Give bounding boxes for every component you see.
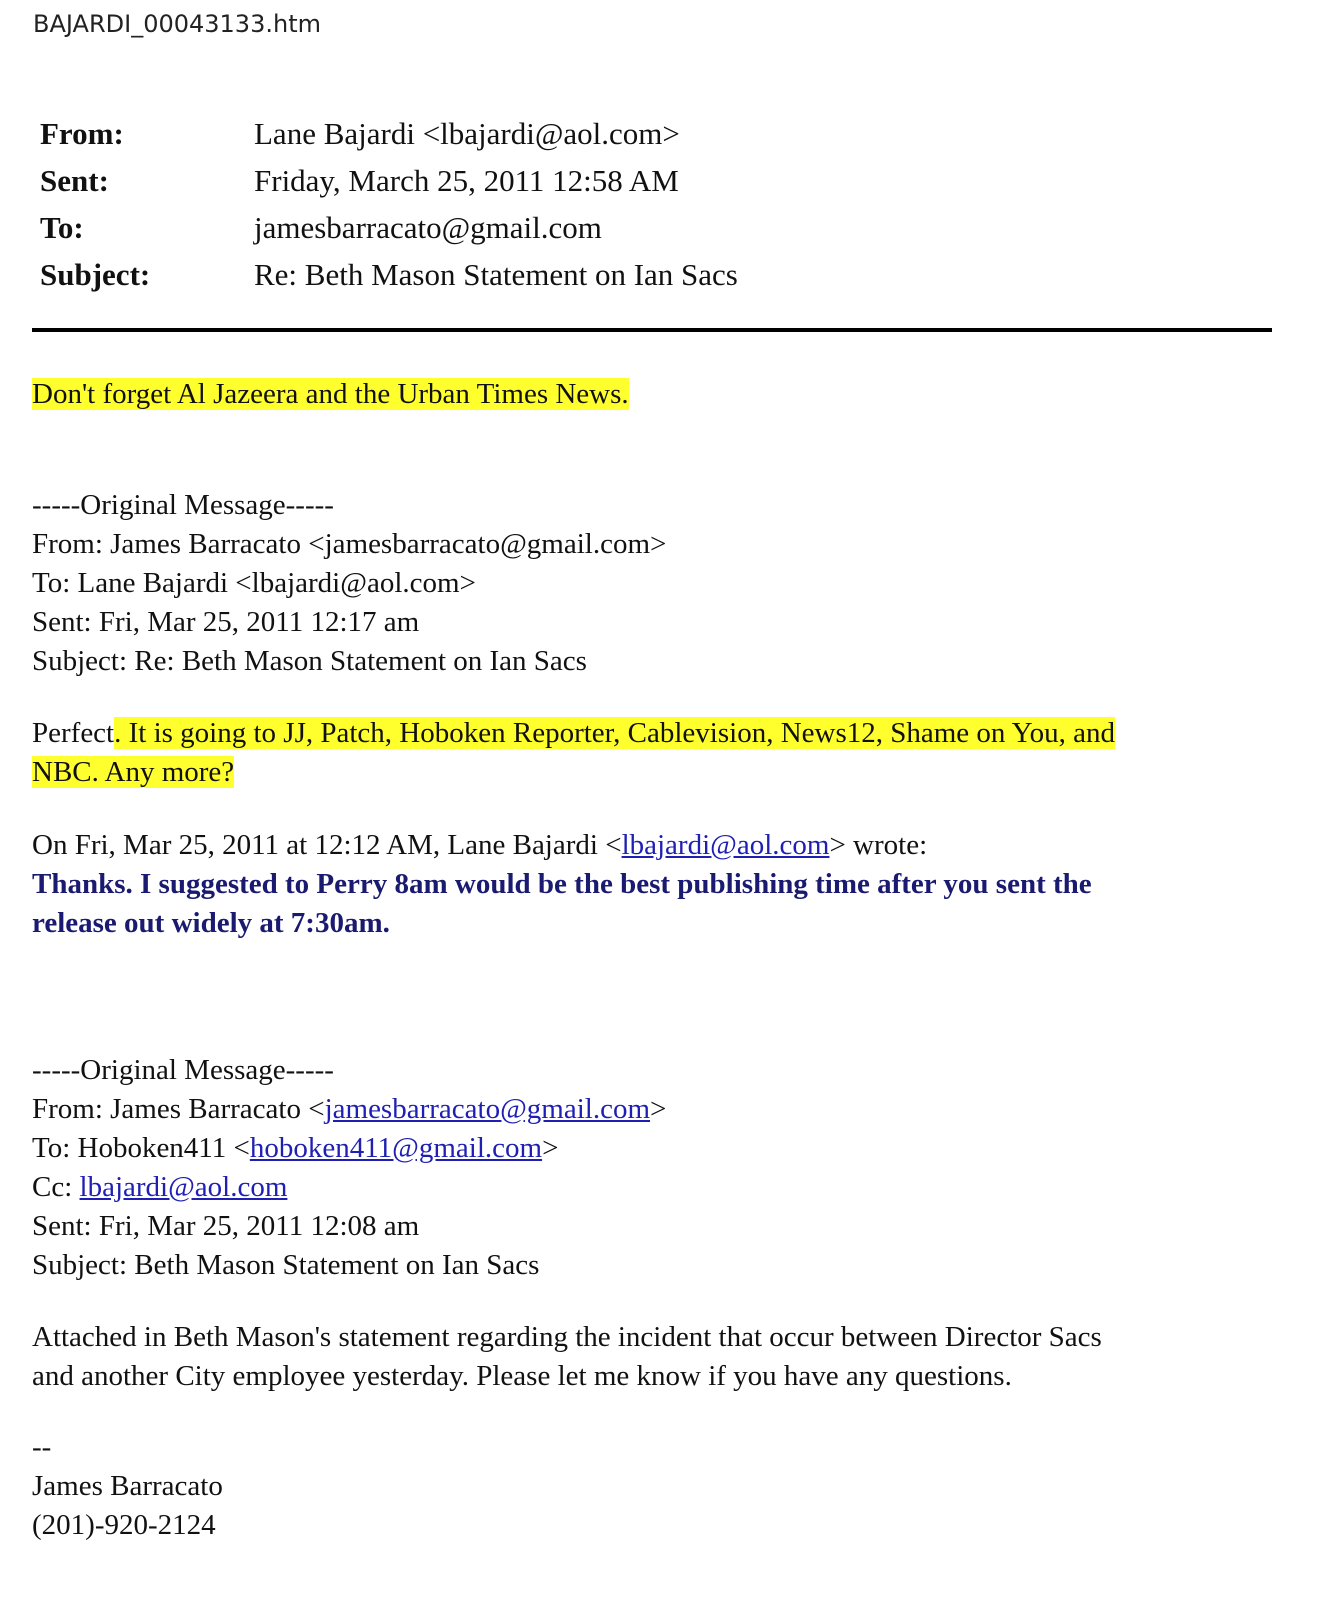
header-to-label: To: bbox=[40, 210, 84, 245]
original2-to-email-link[interactable]: hoboken411@gmail.com bbox=[249, 1132, 543, 1164]
original2-cc bbox=[32, 1168, 287, 1206]
original2-to bbox=[32, 1129, 558, 1167]
header-divider bbox=[32, 328, 1272, 332]
reply-line bbox=[32, 375, 629, 413]
original2-to-prefix: To: Hoboken411 < bbox=[32, 1132, 250, 1164]
quoted-email-link[interactable]: lbajardi@aol.com bbox=[621, 829, 830, 861]
header-sent-row bbox=[40, 161, 679, 201]
original2-from-suffix: > bbox=[650, 1093, 667, 1125]
header-sent-value: Friday, March 25, 2011 12:58 AM bbox=[254, 163, 679, 198]
reply-text: Don't forget Al Jazeera and the Urban Times News. bbox=[32, 378, 629, 410]
quoted-attribution bbox=[32, 826, 927, 864]
original2-sent: Sent: Fri, Mar 25, 2011 12:08 am bbox=[32, 1210, 420, 1242]
header-from-row bbox=[40, 114, 680, 154]
original1-divider: -----Original Message----- bbox=[32, 489, 334, 521]
signature-dashes: -- bbox=[32, 1431, 52, 1463]
original1-body-highlight2: NBC. Any more? bbox=[32, 756, 235, 788]
header-from-label: From: bbox=[40, 116, 124, 151]
header-to-row bbox=[40, 208, 602, 248]
original2-cc-email-link[interactable]: lbajardi@aol.com bbox=[79, 1171, 288, 1203]
original2-body-line2: and another City employee yesterday. Please let me know if you have any questions. bbox=[32, 1360, 1012, 1392]
original1-body-line1 bbox=[32, 714, 1115, 752]
original2-from-prefix: From: James Barracato < bbox=[32, 1093, 325, 1125]
original1-subject: Subject: Re: Beth Mason Statement on Ian Sacs bbox=[32, 645, 587, 677]
original2-cc-prefix: Cc: bbox=[32, 1171, 80, 1203]
original2-body-line1: Attached in Beth Mason's statement regarding the incident that occur between Director Sacs bbox=[32, 1321, 1102, 1353]
quoted-suffix: > wrote: bbox=[829, 829, 928, 861]
original1-to: To: Lane Bajardi <lbajardi@aol.com> bbox=[32, 567, 476, 599]
original2-from bbox=[32, 1090, 666, 1128]
header-subject-value: Re: Beth Mason Statement on Ian Sacs bbox=[254, 257, 738, 292]
quoted-body-line2: release out widely at 7:30am. bbox=[32, 907, 390, 939]
signature-name: James Barracato bbox=[32, 1470, 223, 1502]
header-subject-row bbox=[40, 255, 738, 295]
original1-body-line2 bbox=[32, 753, 234, 791]
signature-phone: (201)-920-2124 bbox=[32, 1509, 216, 1541]
original1-sent: Sent: Fri, Mar 25, 2011 12:17 am bbox=[32, 606, 420, 638]
quoted-prefix: On Fri, Mar 25, 2011 at 12:12 AM, Lane Bajardi < bbox=[32, 829, 622, 861]
original1-body-plain: Perfect bbox=[32, 717, 115, 749]
header-sent-label: Sent: bbox=[40, 163, 109, 198]
original1-from: From: James Barracato <jamesbarracato@gmail.com> bbox=[32, 528, 667, 560]
original2-to-suffix: > bbox=[542, 1132, 559, 1164]
original1-body-highlight1: . It is going to JJ, Patch, Hoboken Reporter, Cablevision, News12, Shame on You, and bbox=[114, 717, 1116, 749]
header-to-value: jamesbarracato@gmail.com bbox=[254, 210, 602, 245]
quoted-body-line1: Thanks. I suggested to Perry 8am would be the best publishing time after you sent the bbox=[32, 868, 1092, 900]
document-filename: BAJARDI_00043133.htm bbox=[33, 10, 321, 38]
header-subject-label: Subject: bbox=[40, 257, 151, 292]
header-from-value: Lane Bajardi <lbajardi@aol.com> bbox=[254, 116, 680, 151]
original2-subject: Subject: Beth Mason Statement on Ian Sacs bbox=[32, 1249, 540, 1281]
original2-divider: -----Original Message----- bbox=[32, 1054, 334, 1086]
original2-from-email-link[interactable]: jamesbarracato@gmail.com bbox=[324, 1093, 651, 1125]
